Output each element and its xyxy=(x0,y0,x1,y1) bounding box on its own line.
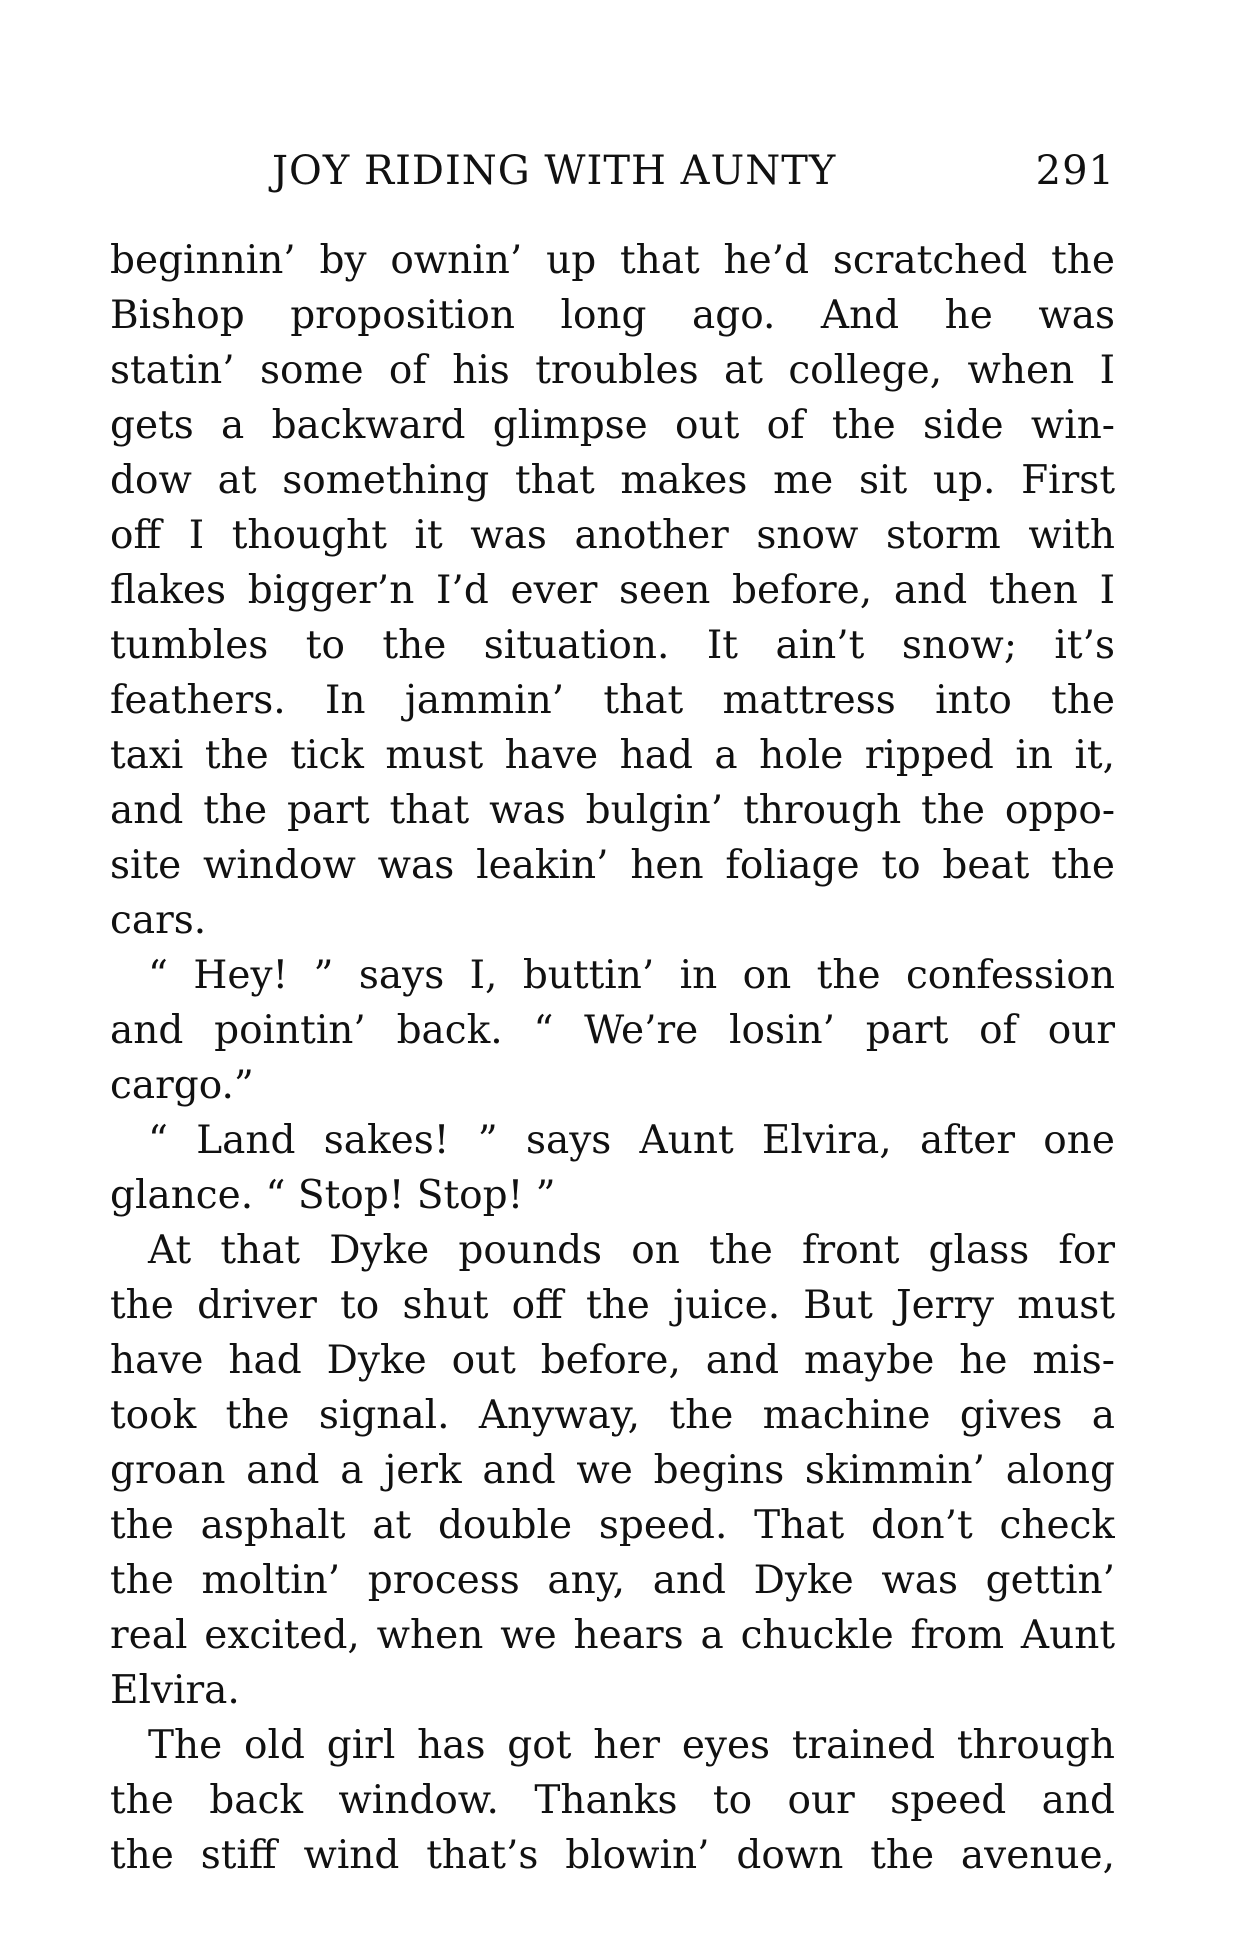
running-title: JOY RIDING WITH AUNTY xyxy=(272,148,837,194)
text-line: site window was leakin’ hen foliage to beat the xyxy=(110,843,1115,888)
text-line: Bishop proposition long ago. And he was xyxy=(110,293,1115,338)
text-line: statin’ some of his troubles at college, when I xyxy=(110,348,1115,393)
text-line: At that Dyke pounds on the front glass for xyxy=(148,1228,1115,1273)
text-line: the moltin’ process any, and Dyke was gettin’ xyxy=(110,1558,1115,1603)
text-line: “ Land sakes! ” says Aunt Elvira, after one xyxy=(148,1118,1115,1163)
page-number: 291 xyxy=(1035,148,1115,194)
text-line: beginnin’ by ownin’ up that he’d scratched the xyxy=(110,238,1115,283)
text-line: cargo.” xyxy=(110,1063,254,1108)
text-line: groan and a jerk and we begins skimmin’ along xyxy=(110,1448,1115,1493)
text-line: flakes bigger’n I’d ever seen before, and then I xyxy=(110,568,1115,613)
text-line: dow at something that makes me sit up. First xyxy=(110,458,1115,503)
text-line: the asphalt at double speed. That don’t check xyxy=(110,1503,1115,1548)
text-line: gets a backward glimpse out of the side win- xyxy=(110,403,1115,448)
text-line: feathers. In jammin’ that mattress into the xyxy=(110,678,1115,723)
text-line: and pointin’ back. “ We’re losin’ part of our xyxy=(110,1008,1115,1053)
text-line: taxi the tick must have had a hole ripped in it, xyxy=(110,733,1115,778)
text-line: tumbles to the situation. It ain’t snow; it’s xyxy=(110,623,1115,668)
text-line: cars. xyxy=(110,898,207,943)
text-line: the back window. Thanks to our speed and xyxy=(110,1778,1115,1823)
text-line: glance. “ Stop! Stop! ” xyxy=(110,1173,556,1218)
text-line: real excited, when we hears a chuckle from Aunt xyxy=(110,1613,1115,1658)
text-line: took the signal. Anyway, the machine gives a xyxy=(110,1393,1115,1438)
text-line: have had Dyke out before, and maybe he mis- xyxy=(110,1338,1115,1383)
text-line: the driver to shut off the juice. But Jerry must xyxy=(110,1283,1115,1328)
text-line: The old girl has got her eyes trained through xyxy=(148,1723,1115,1768)
text-line: Elvira. xyxy=(110,1668,240,1713)
text-line: “ Hey! ” says I, buttin’ in on the confession xyxy=(148,953,1115,998)
running-head xyxy=(110,148,1115,208)
text-line: off I thought it was another snow storm with xyxy=(110,513,1115,558)
text-line: and the part that was bulgin’ through the oppo- xyxy=(110,788,1115,833)
text-line: the stiff wind that’s blowin’ down the avenue, xyxy=(110,1833,1115,1878)
body-text xyxy=(110,233,1115,1883)
